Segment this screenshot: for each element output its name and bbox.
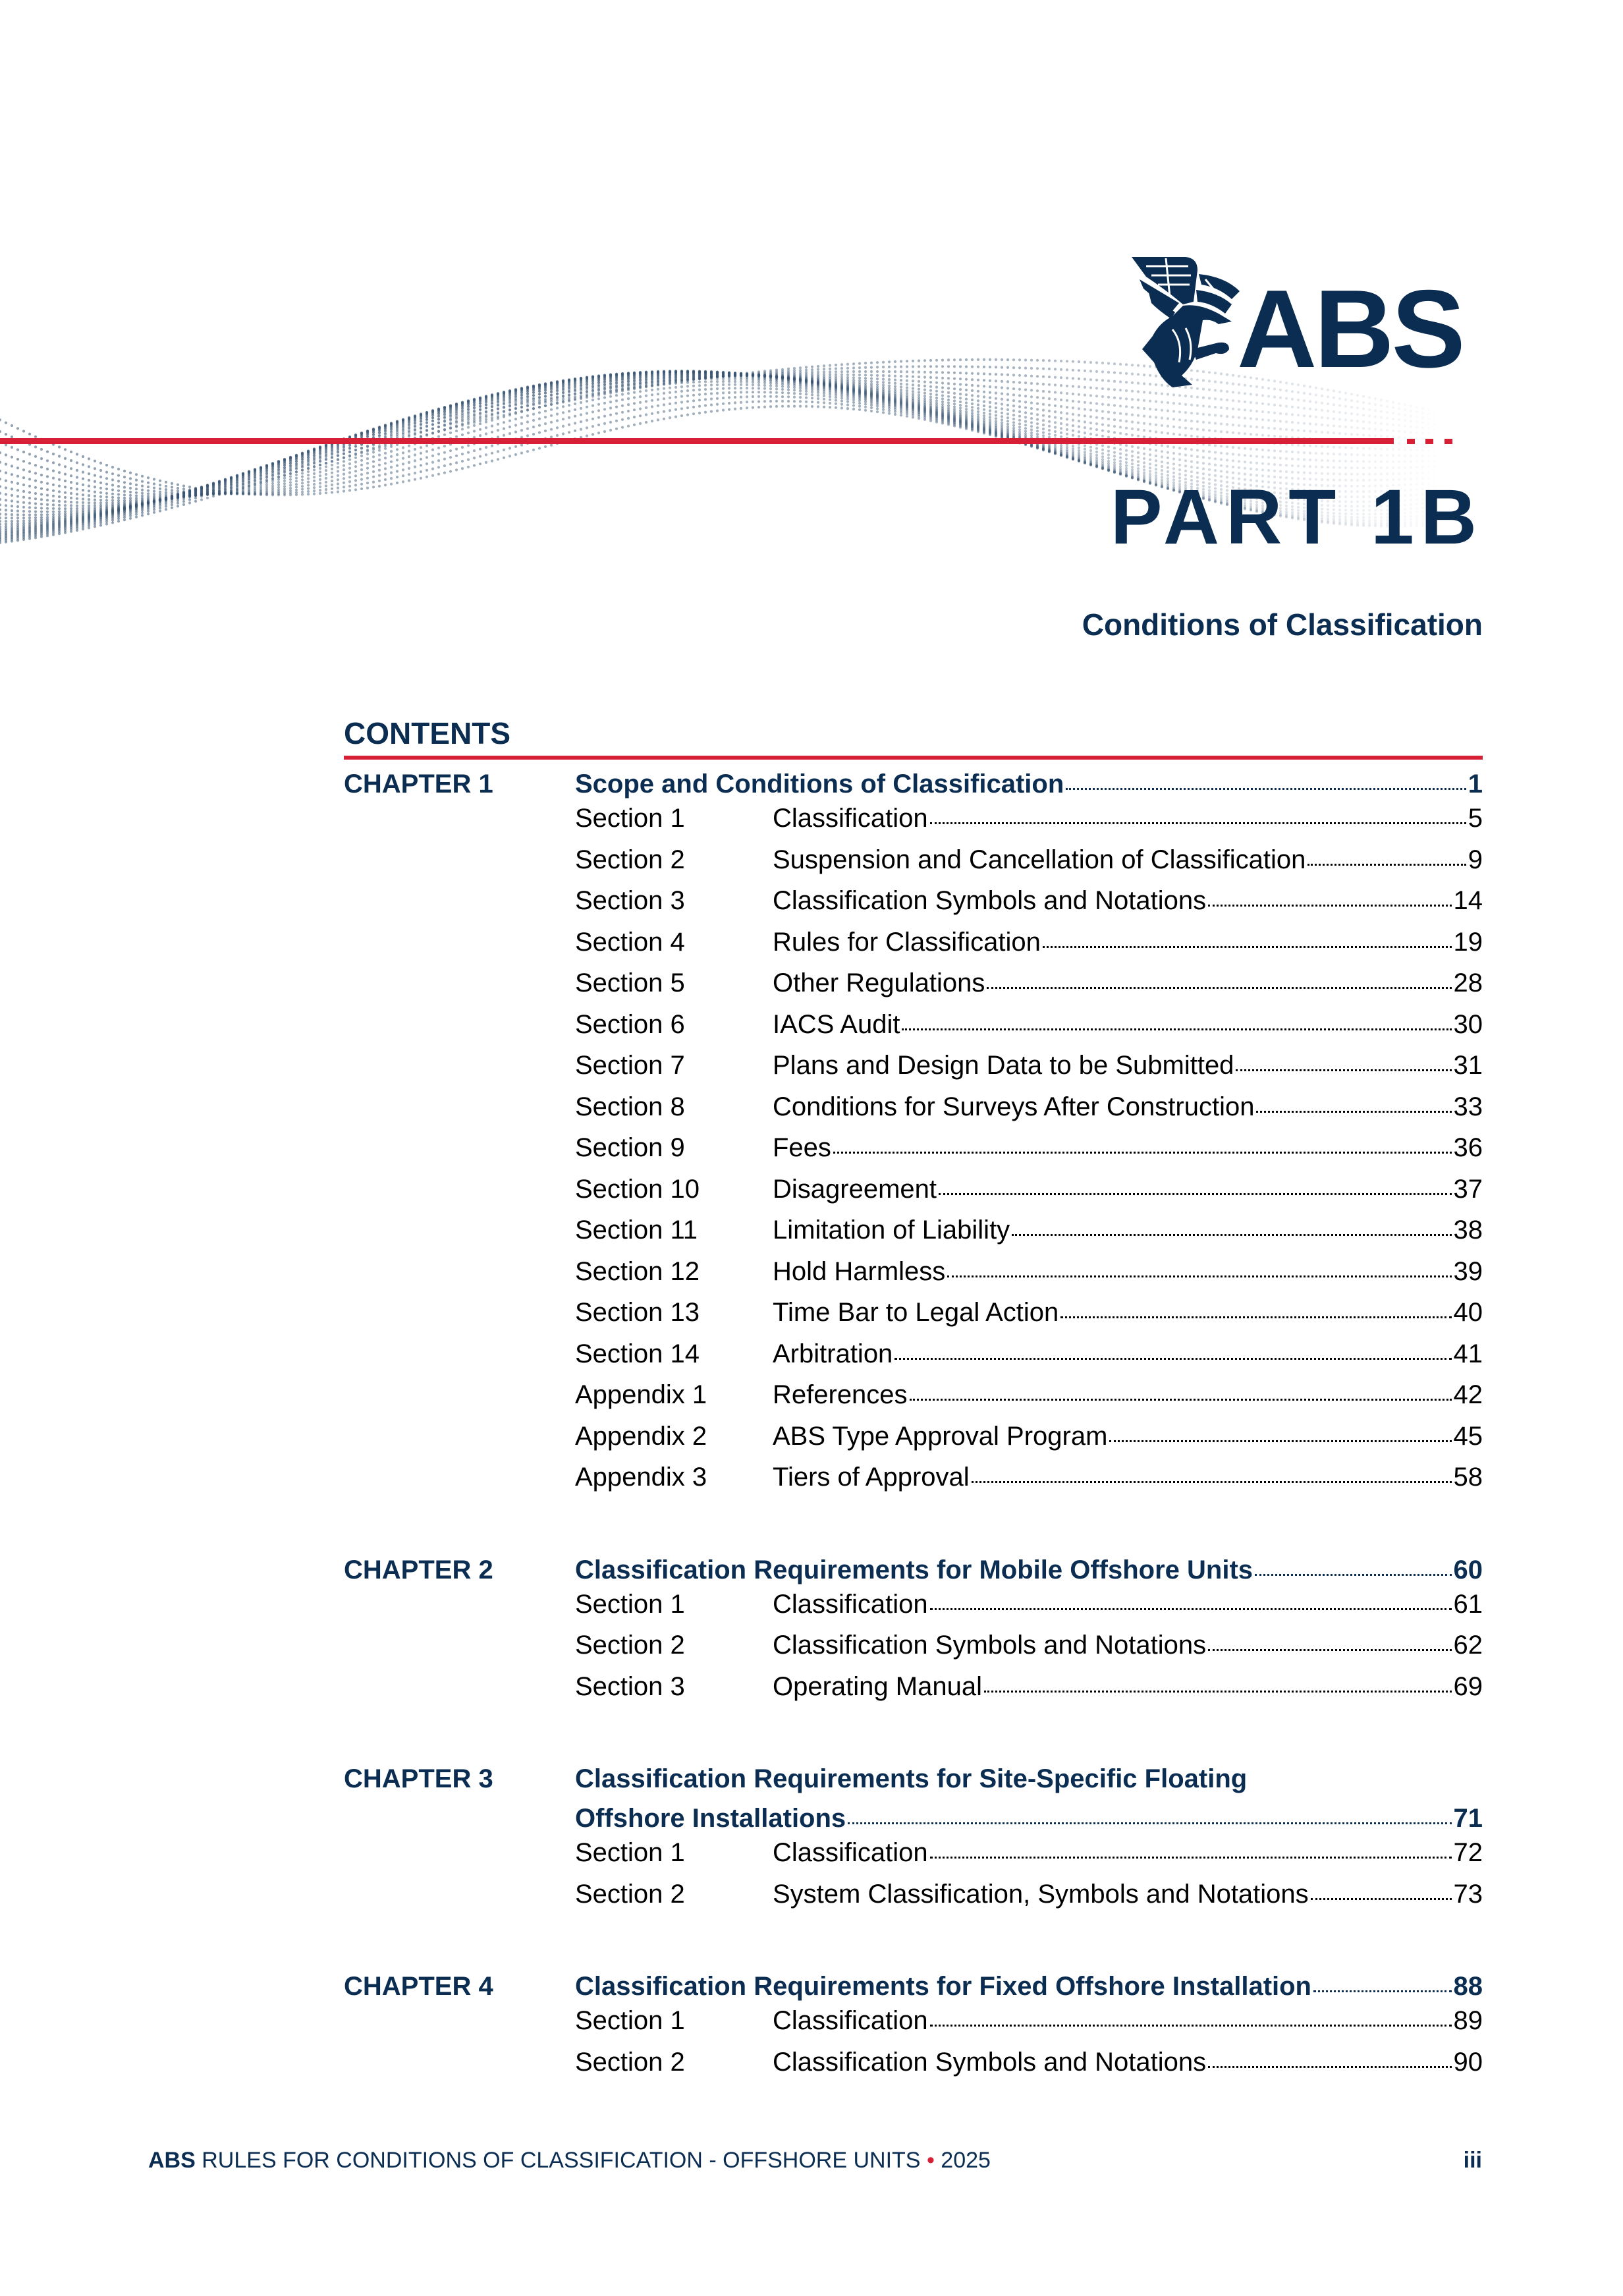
section-row[interactable]	[344, 1133, 1483, 1175]
dot-leader	[1208, 1649, 1451, 1651]
section-title-wrap	[773, 1298, 1483, 1328]
section-row[interactable]	[344, 1216, 1483, 1257]
section-title: Suspension and Cancellation of Classification	[773, 845, 1306, 874]
section-label: Section 8	[575, 1092, 685, 1121]
section-page-number: 58	[1453, 1463, 1483, 1492]
chapter-page-number: 88	[1453, 1972, 1483, 2001]
dot-leader	[902, 1028, 1451, 1030]
section-row[interactable]	[344, 1298, 1483, 1339]
section-row[interactable]	[344, 1380, 1483, 1422]
section-page-number: 41	[1453, 1339, 1483, 1368]
header-red-rule	[0, 438, 1394, 444]
section-label: Appendix 3	[575, 1463, 707, 1492]
section-row[interactable]	[344, 1051, 1483, 1092]
section-title-wrap	[773, 1880, 1483, 1909]
chapter-label: CHAPTER 1	[344, 770, 493, 798]
chapter-title-row	[575, 1799, 1483, 1838]
section-title: Rules for Classification	[773, 927, 1041, 957]
section-title: Operating Manual	[773, 1671, 982, 1701]
dot-leader	[1012, 1234, 1451, 1236]
chapter-title-line: Classification Requirements for Site-Specific Floating	[575, 1764, 1248, 1793]
section-title: Classification	[773, 1589, 928, 1619]
leader-wrap	[575, 1764, 1483, 1794]
abs-logo	[1120, 250, 1252, 389]
section-title: Fees	[773, 1133, 831, 1162]
dot-leader	[1066, 788, 1466, 790]
dot-leader	[1109, 1440, 1451, 1442]
footer-year: 2025	[941, 2148, 991, 2173]
section-title: Classification	[773, 1838, 928, 1867]
dot-leader	[984, 1691, 1452, 1693]
dot-leader	[1307, 864, 1466, 866]
dot-leader	[1313, 1990, 1452, 1992]
chapter-page-number: 60	[1453, 1555, 1483, 1584]
chapter-title-line: Scope and Conditions of Classification	[575, 770, 1064, 798]
section-page-number: 45	[1453, 1421, 1483, 1451]
section-page-number: 38	[1453, 1216, 1483, 1245]
section-title: Classification	[773, 804, 928, 833]
section-page-number: 62	[1453, 1631, 1483, 1660]
section-page-number: 19	[1453, 927, 1483, 957]
section-label: Section 14	[575, 1339, 700, 1368]
section-label: Section 13	[575, 1298, 700, 1327]
chapter-spacer	[344, 1713, 1483, 1759]
section-label: Section 1	[575, 2006, 685, 2035]
section-title-wrap	[773, 1175, 1483, 1204]
section-label: Appendix 1	[575, 1380, 707, 1409]
section-title: Plans and Design Data to be Submitted	[773, 1051, 1234, 1080]
section-row[interactable]	[344, 1010, 1483, 1051]
section-title: Classification Symbols and Notations	[773, 1631, 1207, 1660]
dot-leader	[833, 1152, 1452, 1154]
section-page-number: 14	[1453, 886, 1483, 915]
part-title: PART 1B	[1110, 474, 1483, 561]
section-title-wrap	[773, 1257, 1483, 1287]
section-title: Classification Symbols and Notations	[773, 886, 1207, 915]
chapter-title-line: Classification Requirements for Mobile Offshore Units	[575, 1555, 1253, 1584]
dot-leader	[848, 1822, 1451, 1824]
dot-leader	[930, 822, 1466, 824]
dot-leader	[894, 1358, 1451, 1360]
chapter-title	[575, 1967, 1483, 2006]
footer-page-number: iii	[1463, 2148, 1482, 2173]
section-title-wrap	[773, 1463, 1483, 1492]
section-title-wrap	[773, 2006, 1483, 2036]
dot-leader	[987, 987, 1451, 989]
section-page-number: 36	[1453, 1133, 1483, 1162]
section-title-wrap	[773, 1051, 1483, 1080]
section-title-wrap	[773, 1092, 1483, 1122]
dot-leader	[1236, 1069, 1451, 1071]
dot-leader	[1311, 1898, 1452, 1900]
section-label: Section 10	[575, 1174, 700, 1204]
section-page-number: 90	[1453, 2047, 1483, 2077]
section-page-number: 39	[1453, 1256, 1483, 1286]
chapter-title-row	[575, 1759, 1483, 1799]
section-label: Section 9	[575, 1133, 685, 1162]
section-row[interactable]	[344, 968, 1483, 1010]
section-title: Time Bar to Legal Action	[773, 1298, 1059, 1327]
section-row[interactable]	[344, 886, 1483, 928]
section-title: Limitation of Liability	[773, 1216, 1010, 1245]
section-title: Arbitration	[773, 1339, 893, 1368]
chapter-page-number: 71	[1453, 1804, 1483, 1833]
dot-leader	[1208, 905, 1451, 907]
section-label: Section 1	[575, 804, 685, 833]
leader-wrap	[575, 1555, 1483, 1585]
dot-leader	[930, 1608, 1452, 1610]
section-title-wrap	[773, 2048, 1483, 2077]
section-label: Section 2	[575, 2047, 685, 2077]
chapter-label: CHAPTER 3	[344, 1764, 493, 1793]
dot-leader	[910, 1399, 1452, 1401]
footer-title	[148, 2149, 991, 2171]
section-row[interactable]	[344, 1463, 1483, 1504]
section-title-wrap	[773, 1590, 1483, 1619]
section-row[interactable]	[344, 845, 1483, 887]
document-subtitle: Conditions of Classification	[1082, 607, 1483, 642]
abs-wordmark: ABS	[1237, 267, 1463, 391]
section-row[interactable]	[344, 1422, 1483, 1463]
section-row[interactable]	[344, 1631, 1483, 1672]
contents-heading: CONTENTS	[344, 716, 510, 750]
chapter-title-line: Offshore Installations	[575, 1804, 846, 1833]
table-of-contents	[344, 764, 1483, 2088]
dot-leader	[930, 1857, 1452, 1859]
chapter-title	[575, 1759, 1483, 1838]
dot-leader	[930, 2025, 1452, 2027]
section-title: Disagreement	[773, 1174, 937, 1204]
chapter-title-row	[575, 1550, 1483, 1590]
section-label: Section 1	[575, 1589, 685, 1619]
chapter-spacer	[344, 1504, 1483, 1550]
eagle-emblem-icon	[1120, 250, 1252, 389]
section-page-number: 5	[1468, 804, 1483, 833]
chapter-row[interactable]	[344, 1967, 1483, 2006]
chapter-title-line: Classification Requirements for Fixed Offshore Installation	[575, 1972, 1311, 2001]
section-label: Section 11	[575, 1216, 698, 1245]
chapter-spacer	[344, 1920, 1483, 1967]
contents-red-rule	[344, 756, 1483, 760]
red-square-2	[1425, 439, 1433, 444]
section-row[interactable]	[344, 1672, 1483, 1714]
section-page-number: 73	[1453, 1879, 1483, 1909]
section-title: System Classification, Symbols and Notations	[773, 1879, 1309, 1909]
dot-leader	[1255, 1574, 1451, 1576]
section-row[interactable]	[344, 1175, 1483, 1216]
section-title: References	[773, 1380, 908, 1409]
section-title: Other Regulations	[773, 968, 985, 997]
chapter-title-row	[575, 764, 1483, 804]
footer-brand: ABS	[148, 2148, 196, 2173]
section-label: Section 6	[575, 1009, 685, 1039]
section-label: Section 4	[575, 927, 685, 957]
chapter-label: CHAPTER 2	[344, 1555, 493, 1584]
section-page-number: 89	[1453, 2006, 1483, 2035]
section-page-number: 9	[1468, 845, 1483, 874]
section-title-wrap	[773, 886, 1483, 916]
dot-leader	[1043, 946, 1452, 948]
dot-leader	[947, 1275, 1451, 1277]
section-page-number: 72	[1453, 1838, 1483, 1867]
section-title: Classification Symbols and Notations	[773, 2047, 1207, 2077]
section-title: ABS Type Approval Program	[773, 1421, 1108, 1451]
dot-leader	[1208, 2066, 1451, 2068]
section-title-wrap	[773, 1631, 1483, 1660]
chapter-title	[575, 764, 1483, 804]
section-row[interactable]	[344, 1339, 1483, 1381]
section-label: Appendix 2	[575, 1421, 707, 1451]
section-row[interactable]	[344, 804, 1483, 845]
section-title-wrap	[773, 804, 1483, 833]
section-row[interactable]	[344, 1838, 1483, 1880]
section-title-wrap	[773, 1133, 1483, 1163]
section-title: IACS Audit	[773, 1009, 900, 1039]
section-label: Section 2	[575, 1879, 685, 1909]
section-title-wrap	[773, 1672, 1483, 1702]
section-page-number: 30	[1453, 1009, 1483, 1039]
chapter-row[interactable]	[344, 1759, 1483, 1838]
footer-separator: •	[926, 2148, 935, 2173]
section-page-number: 40	[1453, 1298, 1483, 1327]
chapter-row[interactable]	[344, 1550, 1483, 1590]
section-row[interactable]	[344, 1257, 1483, 1299]
chapter-row[interactable]	[344, 764, 1483, 804]
dot-leader	[972, 1481, 1452, 1483]
section-page-number: 42	[1453, 1380, 1483, 1409]
leader-wrap	[575, 770, 1483, 799]
section-title: Tiers of Approval	[773, 1463, 970, 1492]
chapter-label: CHAPTER 4	[344, 1972, 493, 2001]
section-title: Conditions for Surveys After Construction	[773, 1092, 1255, 1121]
section-label: Section 3	[575, 1671, 685, 1701]
section-page-number: 33	[1453, 1092, 1483, 1121]
section-label: Section 12	[575, 1256, 700, 1286]
section-row[interactable]	[344, 1092, 1483, 1134]
footer-text: RULES FOR CONDITIONS OF CLASSIFICATION - OFFSHORE UNITS	[202, 2148, 921, 2173]
section-label: Section 3	[575, 886, 685, 915]
section-label: Section 5	[575, 968, 685, 997]
section-row[interactable]	[344, 2048, 1483, 2089]
toc-chapter	[344, 764, 1483, 1504]
red-square-1	[1407, 439, 1415, 444]
section-page-number: 61	[1453, 1589, 1483, 1619]
section-row[interactable]	[344, 2006, 1483, 2048]
section-label: Section 7	[575, 1051, 685, 1080]
section-row[interactable]	[344, 928, 1483, 969]
section-title: Hold Harmless	[773, 1256, 946, 1286]
dot-leader	[1256, 1111, 1451, 1113]
section-page-number: 37	[1453, 1174, 1483, 1204]
section-page-number: 28	[1453, 968, 1483, 997]
toc-chapter	[344, 1759, 1483, 1920]
section-title-wrap	[773, 1838, 1483, 1868]
leader-wrap	[575, 1972, 1483, 2002]
section-title-wrap	[773, 1339, 1483, 1369]
section-title-wrap	[773, 1380, 1483, 1410]
leader-wrap	[575, 1804, 1483, 1834]
section-title-wrap	[773, 1216, 1483, 1245]
section-row[interactable]	[344, 1880, 1483, 1921]
red-square-3	[1444, 439, 1452, 444]
toc-chapter	[344, 1967, 1483, 2088]
chapter-title-row	[575, 1967, 1483, 2006]
section-title: Classification	[773, 2006, 928, 2035]
section-title-wrap	[773, 845, 1483, 875]
section-title-wrap	[773, 928, 1483, 957]
toc-chapter	[344, 1550, 1483, 1714]
section-title-wrap	[773, 1422, 1483, 1451]
section-title-wrap	[773, 1010, 1483, 1040]
section-label: Section 2	[575, 845, 685, 874]
chapter-title	[575, 1550, 1483, 1590]
section-label: Section 1	[575, 1838, 685, 1867]
section-label: Section 2	[575, 1631, 685, 1660]
section-page-number: 31	[1453, 1051, 1483, 1080]
section-row[interactable]	[344, 1590, 1483, 1631]
chapter-page-number: 1	[1468, 770, 1483, 798]
dot-leader	[1060, 1316, 1451, 1318]
dot-leader	[939, 1193, 1451, 1195]
section-title-wrap	[773, 968, 1483, 998]
section-page-number: 69	[1453, 1671, 1483, 1701]
